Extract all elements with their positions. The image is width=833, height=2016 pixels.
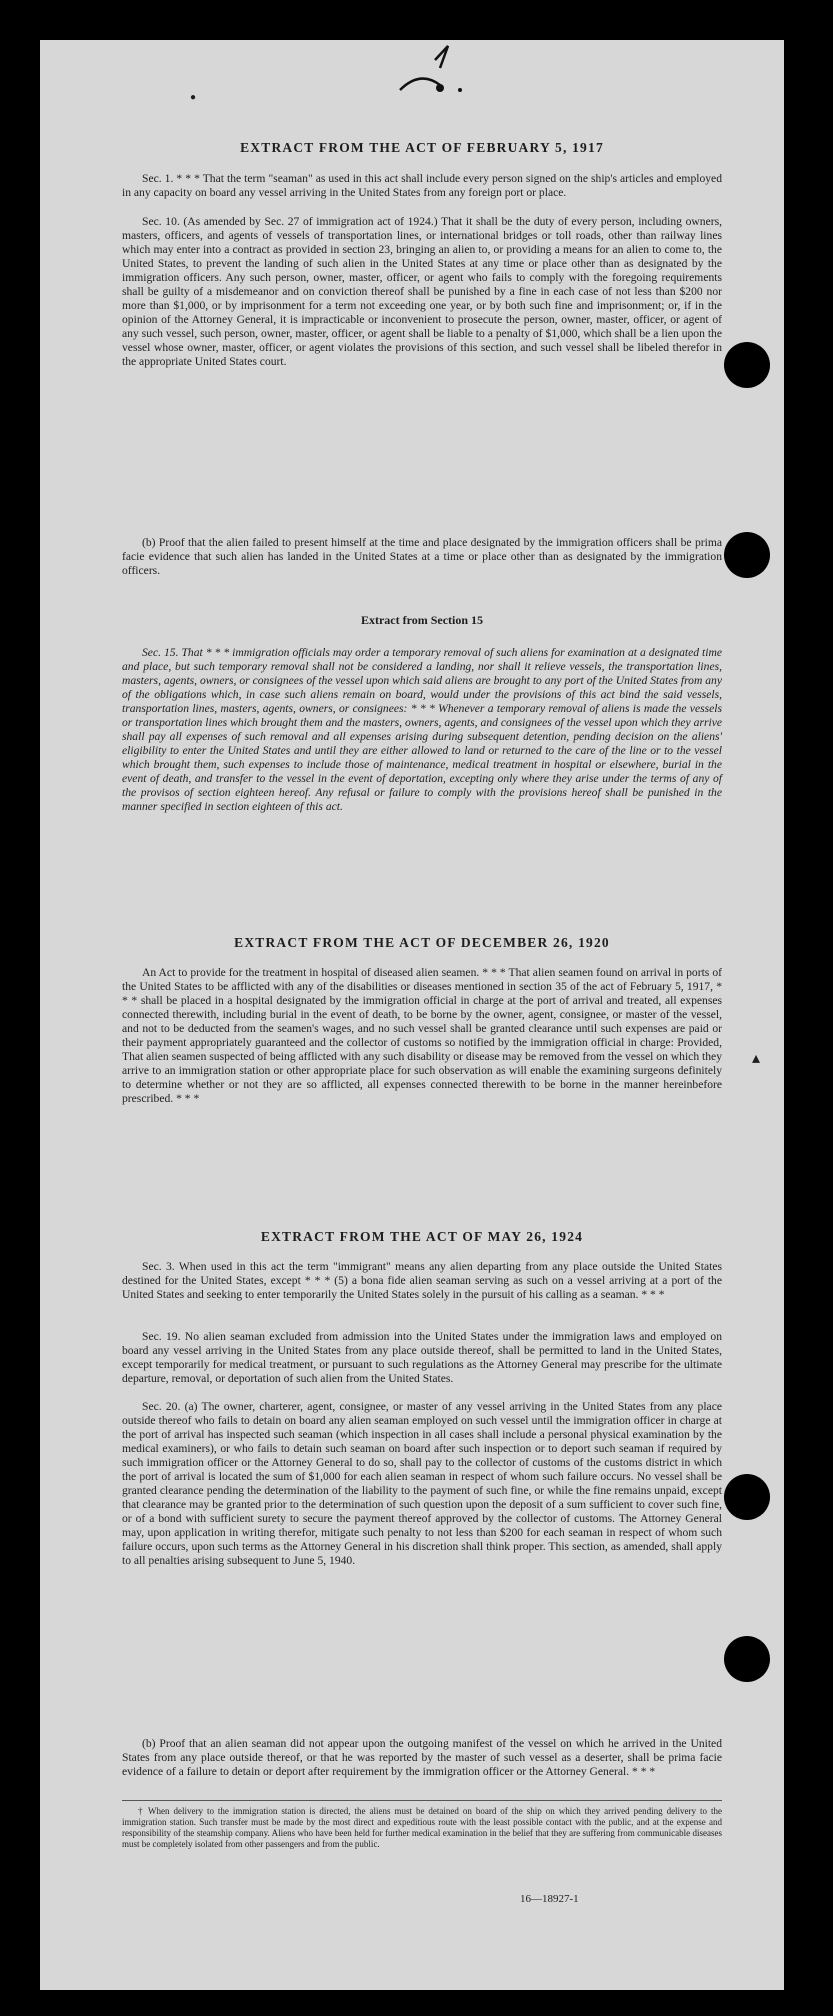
paragraph-sec-20a: Sec. 20. (a) The owner, charterer, agent, consignee, or master of any vessel arriving in the United States from any place outside thereof who fails to detain on board any alien seaman employed on such vessel until the immigration officer in charge at the port of arrival has inspected such seaman (which inspection in all cases shall include a personal physical examination by the medical examiners), or who fails to detain such seaman on board after such inspection or to deport such seaman if required by such immigration officer or the Attorney General to do so, shall pay to the collector of customs of the customs district in which the port of arrival is located the sum of $1,000 for each alien seaman in respect of whom such failure occurs. No vessel shall be granted clearance pending the determination of the liability to the payment of such fine, or while the fine remains unpaid, except that clearance may be granted prior to the determination of such question upon the deposit of a sum sufficient to cover such fine, or of a bond with sufficient surety to secure the payment thereof approved by the collector of customs. The Attorney General may, upon application in writing therefor, mitigate such penalty to not less than $200 for each seaman in respect of whom such failure occurs, upon such terms as the Attorney General in his discretion shall think proper. This section, as amended, shall apply to all penalties arising subsequent to June 5, 1940. (122, 1400, 722, 1567)
punch-hole (724, 342, 770, 388)
heading-act-1924: EXTRACT FROM THE ACT OF MAY 26, 1924 (260, 1229, 584, 1244)
heading-act-1920: EXTRACT FROM THE ACT OF DECEMBER 26, 1920 (234, 935, 610, 950)
paragraph-sec-19: Sec. 19. No alien seaman excluded from admission into the United States under the immigration laws and employed on board any vessel arriving in the United States from any place outside thereof, shall be permitted to land in the United States, except temporarily for medical treatment, or pursuant to such regulations as the Attorney General may prescribe for the ultimate departure, removal, or deportation of such alien from the United States. (122, 1330, 722, 1385)
form-number: 16—18927-1 (520, 1893, 579, 1905)
paragraph-sec-3: Sec. 3. When used in this act the term "immigrant" means any alien departing from any place outside the United States destined for the United States, except * * * (5) a bona fide alien seaman serving as such on a vessel arriving at a port of the United States and seeking to enter temporarily the United States solely in the pursuit of his calling as a seaman. * * * (122, 1260, 722, 1301)
paragraph-sec-20b: (b) Proof that an alien seaman did not appear upon the outgoing manifest of the vessel on which he arrived in the United States from any place outside thereof, or that he was reported by the master of such vessel as a deserter, shall be prima facie evidence of a failure to detain or deport after requirement by the immigration officer or the Attorney General. * * * (122, 1737, 722, 1778)
paragraph-sec-10: Sec. 10. (As amended by Sec. 27 of immigration act of 1924.) That it shall be the duty of every person, including owners, masters, officers, and agents of vessels of transportation lines, or international bridges or toll roads, other than railway lines which may enter into a contract as provided in section 23, bringing an alien to, or providing a means for an alien to come to, the United States, to prevent the landing of such alien in the United States at any time or place other than as designated by the immigration officers. Any such person, owner, master, officer, or agent who fails to comply with the foregoing requirements shall be guilty of a misdemeanor and on conviction thereof shall be punished by a fine in each case of not less than $200 nor more than $1,000, or by imprisonment for a term not exceeding one year, or by both such fine and imprisonment; or, if in the opinion of the Attorney General, it is impracticable or inconvenient to prosecute the person, owner, master, officer, or agent of any such vessel, such person, owner, master, officer, or agent shall be liable to a penalty of $1,000, which shall be a lien upon the vessel whose owner, master, officer, or agent violates the provisions of this section, and such vessel shall be libeled therefor in the appropriate United States court. (122, 215, 722, 368)
document-page (40, 40, 784, 1990)
punch-hole (724, 532, 770, 578)
paragraph-act-1920: An Act to provide for the treatment in hospital of diseased alien seamen. * * * That alien seamen found on arrival in ports of the United States to be afflicted with any of the disabilities or diseases mentioned in section 35 of the act of February 5, 1917, * * * shall be placed in a hospital designated by the immigration official in charge at the port of arrival and treated, all expenses connected therewith, including burial in the event of death, to be borne by the owner, agent, consignee, or master of the vessel, and not to be deducted from the seamen's wages, and no such vessel shall be granted clearance until such expenses are paid or their payment appropriately guaranteed and the collector of customs so notified by the immigration official in charge: Provided, That alien seamen suspected of being afflicted with any such disability or disease may be removed from the vessel on which they arrive to an immigration station or other appropriate place for such observation as will enable the examining surgeons definitely to determine whether or not they are so afflicted, all expenses connected therewith to be borne in the manner hereinbefore prescribed. * * * (122, 966, 722, 1105)
punch-hole (724, 1474, 770, 1520)
paragraph-sec-10b: (b) Proof that the alien failed to present himself at the time and place designated by the immigration officers shall be prima facie evidence that such alien has landed in the United States at a time or place other than as designated by the immigration officers. (122, 536, 722, 577)
heading-act-1917: EXTRACT FROM THE ACT OF FEBRUARY 5, 1917 (240, 140, 604, 155)
ink-mark: ▴ (752, 1050, 761, 1067)
ink-mark: ● (190, 92, 197, 103)
heading-section-15: Extract from Section 15 (360, 613, 484, 627)
punch-hole (724, 1636, 770, 1682)
footnote-divider (122, 1800, 722, 1801)
paragraph-sec-1: Sec. 1. * * * That the term "seaman" as used in this act shall include every person signed on the ship's articles and employed in any capacity on board any vessel arriving in the United States from any foreign port or place. (122, 172, 722, 199)
footnote: † When delivery to the immigration station is directed, the aliens must be detained on board of the ship on which they arrived pending delivery to the immigration station. Such transfer must be made by the most direct and expeditious route with the least possible contact with the public, and at the expense and responsibility of the steamship company. Aliens who have been held for further medical examination in the belief that they are suffering from communicable diseases must be completely isolated from other passengers and from the public. (122, 1806, 722, 1849)
handwritten-mark (360, 40, 520, 110)
paragraph-sec-15: Sec. 15. That * * * immigration officials may order a temporary removal of such aliens for examination at a designated time and place, but such temporary removal shall not be considered a landing, nor shall it relieve vessels, the transportation lines, masters, agents, owners, or consignees of the vessel upon which said aliens are brought to any port of the United States from any of the obligations which, in case such aliens remain on board, would under the provisions of this act bind the said vessels, transportation lines, masters, agents, owners, or consignees: * * * Whenever a temporary removal of aliens is made the vessels or transportation lines which brought them and the masters, owners, agents, and consignees of the vessel upon which they arrive shall pay all expenses of such removal and all expenses arising during subsequent detention, pending decision on the aliens' eligibility to enter the United States and until they are either allowed to land or returned to the care of the line or to the vessel which brought them, such expenses to include those of maintenance, medical treatment in hospital or elsewhere, burial in the event of death, and transfer to the vessel in the event of deportation, excepting only where they arise under the terms of any of the provisos of section eighteen hereof. Any refusal or failure to comply with the provisions hereof shall be punished in the manner specified in section eighteen of this act. (122, 646, 722, 813)
